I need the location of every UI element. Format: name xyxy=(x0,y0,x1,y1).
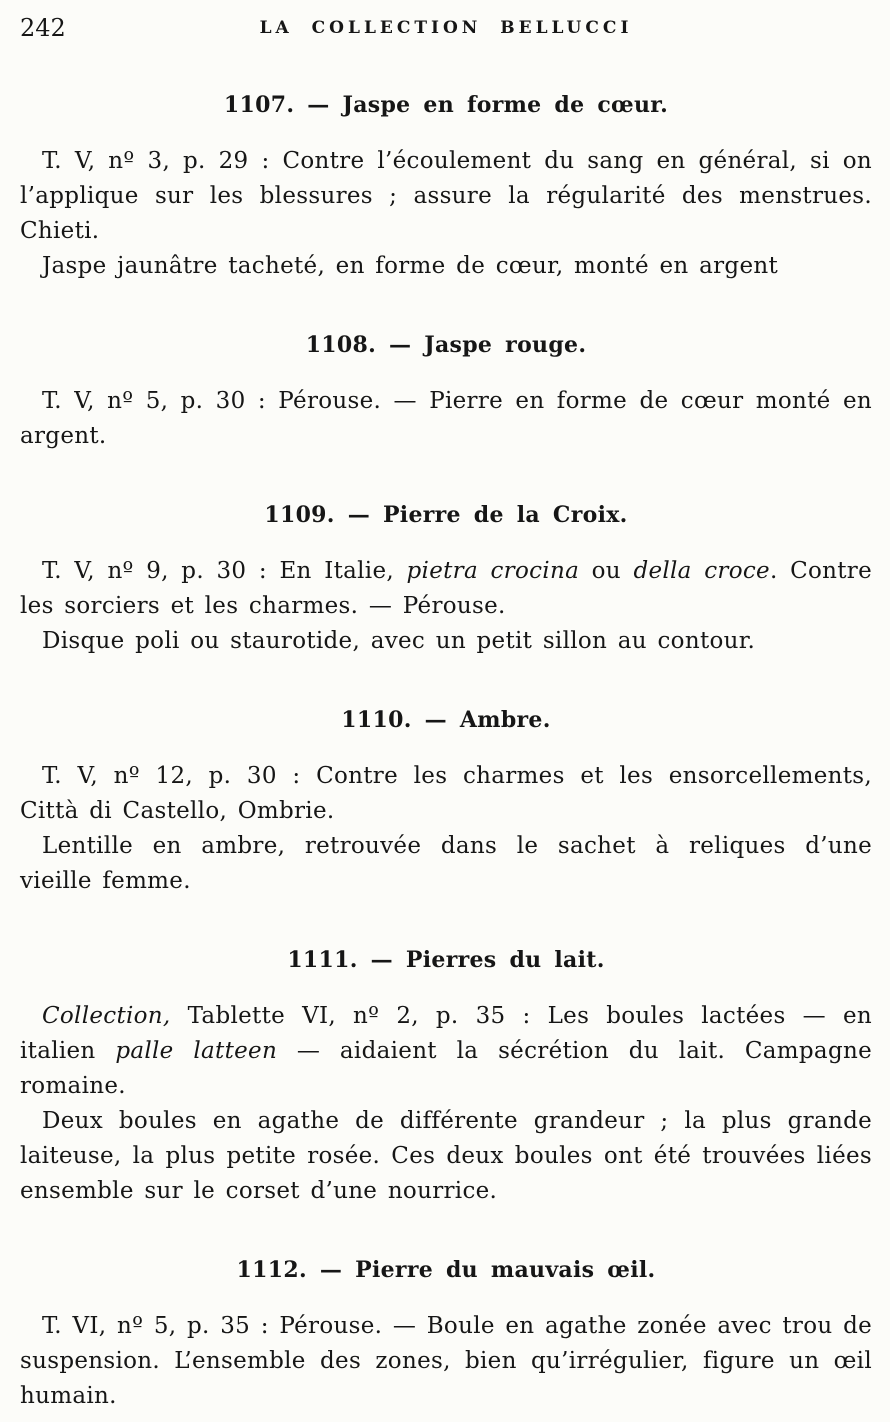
text-run: T. V, nº 9, p. 30 : En Italie, xyxy=(42,558,407,584)
entry-heading: 1111. — Pierres du lait. xyxy=(287,947,605,973)
text-run: Disque poli ou staurotide, avec un petit sillon au contour. xyxy=(42,628,756,654)
text-run: T. VI, nº 5, p. 35 : Pérouse. — Boule en agathe zonée avec trou de suspension. L’ensemble des zones, bien qu’irrégulier, figure un œil humain. xyxy=(20,1313,872,1409)
text-run: Jaspe jaunâtre tacheté, en forme de cœur, monté en argent xyxy=(42,253,779,279)
paragraph xyxy=(20,384,872,454)
entry xyxy=(20,705,872,899)
paragraph xyxy=(20,999,872,1104)
paragraph xyxy=(20,554,872,624)
text-run: T. V, nº 5, p. 30 : Pérouse. — Pierre en forme de cœur monté en argent. xyxy=(20,388,872,449)
text-run: T. V, nº 12, p. 30 : Contre les charmes et les ensorcellements, Città di Castello, Ombrie. xyxy=(20,763,872,824)
entry-heading: 1107. — Jaspe en forme de cœur. xyxy=(223,92,669,118)
running-title: LA COLLECTION BELLUCCI xyxy=(259,18,633,38)
text-run: della croce xyxy=(633,558,770,584)
text-run: . Contre les sorciers et les charmes. — Pérouse. xyxy=(20,558,873,619)
entry-heading: 1109. — Pierre de la Croix. xyxy=(264,502,628,528)
text-run: Lentille en ambre, retrouvée dans le sachet à reliques d’une vieille femme. xyxy=(20,833,872,894)
entry-paragraphs xyxy=(20,1309,872,1414)
entry-paragraphs xyxy=(20,999,872,1209)
text-run: palle latteen xyxy=(115,1038,278,1064)
text-run: Collection, xyxy=(42,1003,171,1029)
entry-paragraphs xyxy=(20,384,872,454)
paragraph xyxy=(20,144,872,249)
entry-heading: 1112. — Pierre du mauvais œil. xyxy=(236,1257,656,1283)
entry xyxy=(20,945,872,1209)
text-run: Tablette VI, nº 2, p. 35 : Les boules lactées — en italien xyxy=(20,1003,872,1064)
paragraph xyxy=(20,829,872,899)
page-header xyxy=(20,14,872,44)
paragraph xyxy=(20,759,872,829)
text-run: Deux boules en agathe de différente grandeur ; la plus grande laiteuse, la plus petite rosée. Ces deux boules ont été trouvées liées ensemble sur le corset d’une nourrice. xyxy=(20,1108,872,1204)
entry-paragraphs xyxy=(20,144,872,284)
entry-heading: 1108. — Jaspe rouge. xyxy=(305,332,587,358)
entry xyxy=(20,90,872,284)
text-run: pietra crocina xyxy=(406,558,580,584)
entry xyxy=(20,1255,872,1414)
entry-paragraphs xyxy=(20,554,872,659)
entry xyxy=(20,500,872,659)
entries xyxy=(20,90,872,1414)
page-number: 242 xyxy=(20,14,66,42)
text-run: T. V, nº 3, p. 29 : Contre l’écoulement du sang en général, si on l’applique sur les blessures ; assure la régularité des menstrues. Chieti. xyxy=(20,148,872,244)
paragraph xyxy=(20,1309,872,1414)
entry xyxy=(20,330,872,454)
paragraph xyxy=(20,624,872,659)
text-run: — aidaient la sécrétion du lait. Campagne romaine. xyxy=(20,1038,872,1099)
paragraph xyxy=(20,249,872,284)
entry-paragraphs xyxy=(20,759,872,899)
paragraph xyxy=(20,1104,872,1209)
entry-heading: 1110. — Ambre. xyxy=(341,707,551,733)
text-run: ou xyxy=(579,558,634,584)
